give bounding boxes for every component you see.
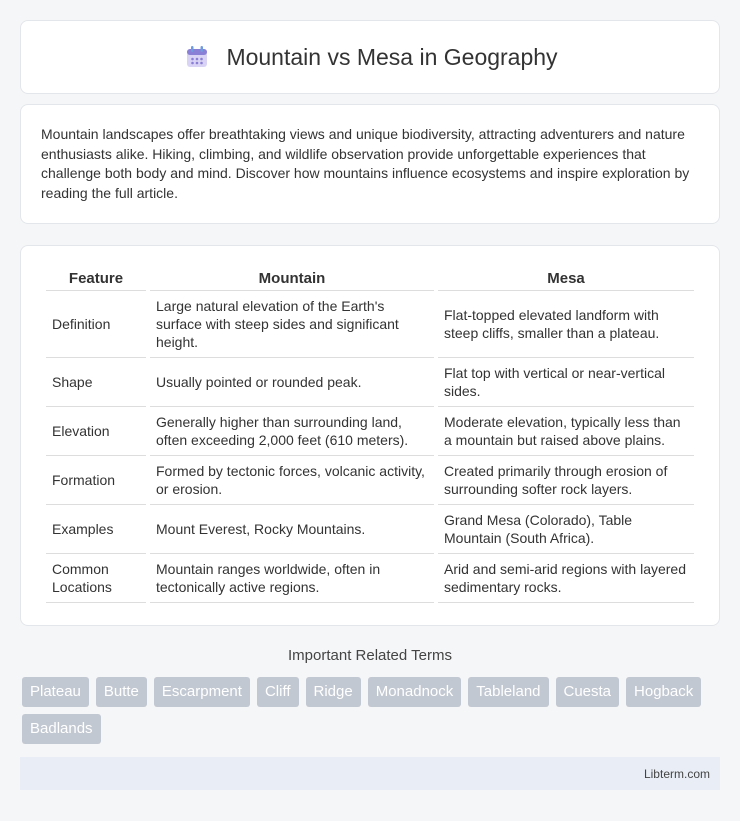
tag-butte[interactable]: Butte [96, 677, 147, 707]
tag-plateau[interactable]: Plateau [22, 677, 89, 707]
intro-text: Mountain landscapes offer breathtaking views and unique biodiversity, attracting adventurers and nature enthusiasts alike. Hiking, climbing, and wildlife observation provide unforgettable experiences that challenge both body and mind. Discover how mountains influence ecosystems and inspire exploration by reading the full article. [41, 126, 690, 201]
tag-ridge[interactable]: Ridge [306, 677, 361, 707]
related-terms-title: Important Related Terms [288, 647, 452, 664]
table-header-row [46, 266, 694, 291]
comparison-table-card [20, 245, 720, 626]
tag-badlands[interactable]: Badlands [22, 714, 101, 744]
intro-card [20, 104, 720, 224]
row-feature: Definition [46, 291, 146, 358]
page-title: Mountain vs Mesa in Geography [226, 43, 558, 70]
tag-hogback[interactable]: Hogback [626, 677, 701, 707]
table-row [46, 407, 694, 456]
header-mountain: Mountain [150, 266, 434, 291]
row-mountain: Mount Everest, Rocky Mountains. [150, 505, 434, 554]
row-mountain: Generally higher than surrounding land, often exceeding 2,000 feet (610 meters). [150, 407, 434, 456]
row-mesa: Arid and semi-arid regions with layered sedimentary rocks. [438, 554, 694, 603]
header-feature: Feature [46, 266, 146, 291]
row-feature: Examples [46, 505, 146, 554]
row-feature: Common Locations [46, 554, 146, 603]
row-mesa: Moderate elevation, typically less than a mountain but raised above plains. [438, 407, 694, 456]
table-row [46, 456, 694, 505]
row-feature: Elevation [46, 407, 146, 456]
tag-tableland[interactable]: Tableland [468, 677, 548, 707]
calendar-icon [182, 42, 212, 72]
row-mountain: Large natural elevation of the Earth's surface with steep sides and significant height. [150, 291, 434, 358]
row-mesa: Flat-topped elevated landform with steep cliffs, smaller than a plateau. [438, 291, 694, 358]
row-mesa: Created primarily through erosion of surrounding softer rock layers. [438, 456, 694, 505]
table-row [46, 358, 694, 407]
tag-escarpment[interactable]: Escarpment [154, 677, 250, 707]
row-mesa: Grand Mesa (Colorado), Table Mountain (South Africa). [438, 505, 694, 554]
comparison-table [42, 266, 698, 603]
tag-cuesta[interactable]: Cuesta [556, 677, 620, 707]
table-row [46, 505, 694, 554]
related-terms-list [22, 677, 718, 744]
row-feature: Shape [46, 358, 146, 407]
tag-cliff[interactable]: Cliff [257, 677, 299, 707]
row-feature: Formation [46, 456, 146, 505]
row-mountain: Usually pointed or rounded peak. [150, 358, 434, 407]
table-row [46, 554, 694, 603]
footer [20, 757, 720, 790]
row-mountain: Formed by tectonic forces, volcanic activity, or erosion. [150, 456, 434, 505]
footer-link[interactable]: Libterm.com [643, 766, 710, 781]
header-mesa: Mesa [438, 266, 694, 291]
row-mountain: Mountain ranges worldwide, often in tectonically active regions. [150, 554, 434, 603]
table-row [46, 291, 694, 358]
tag-monadnock[interactable]: Monadnock [368, 677, 462, 707]
header-card [20, 20, 720, 94]
row-mesa: Flat top with vertical or near-vertical sides. [438, 358, 694, 407]
